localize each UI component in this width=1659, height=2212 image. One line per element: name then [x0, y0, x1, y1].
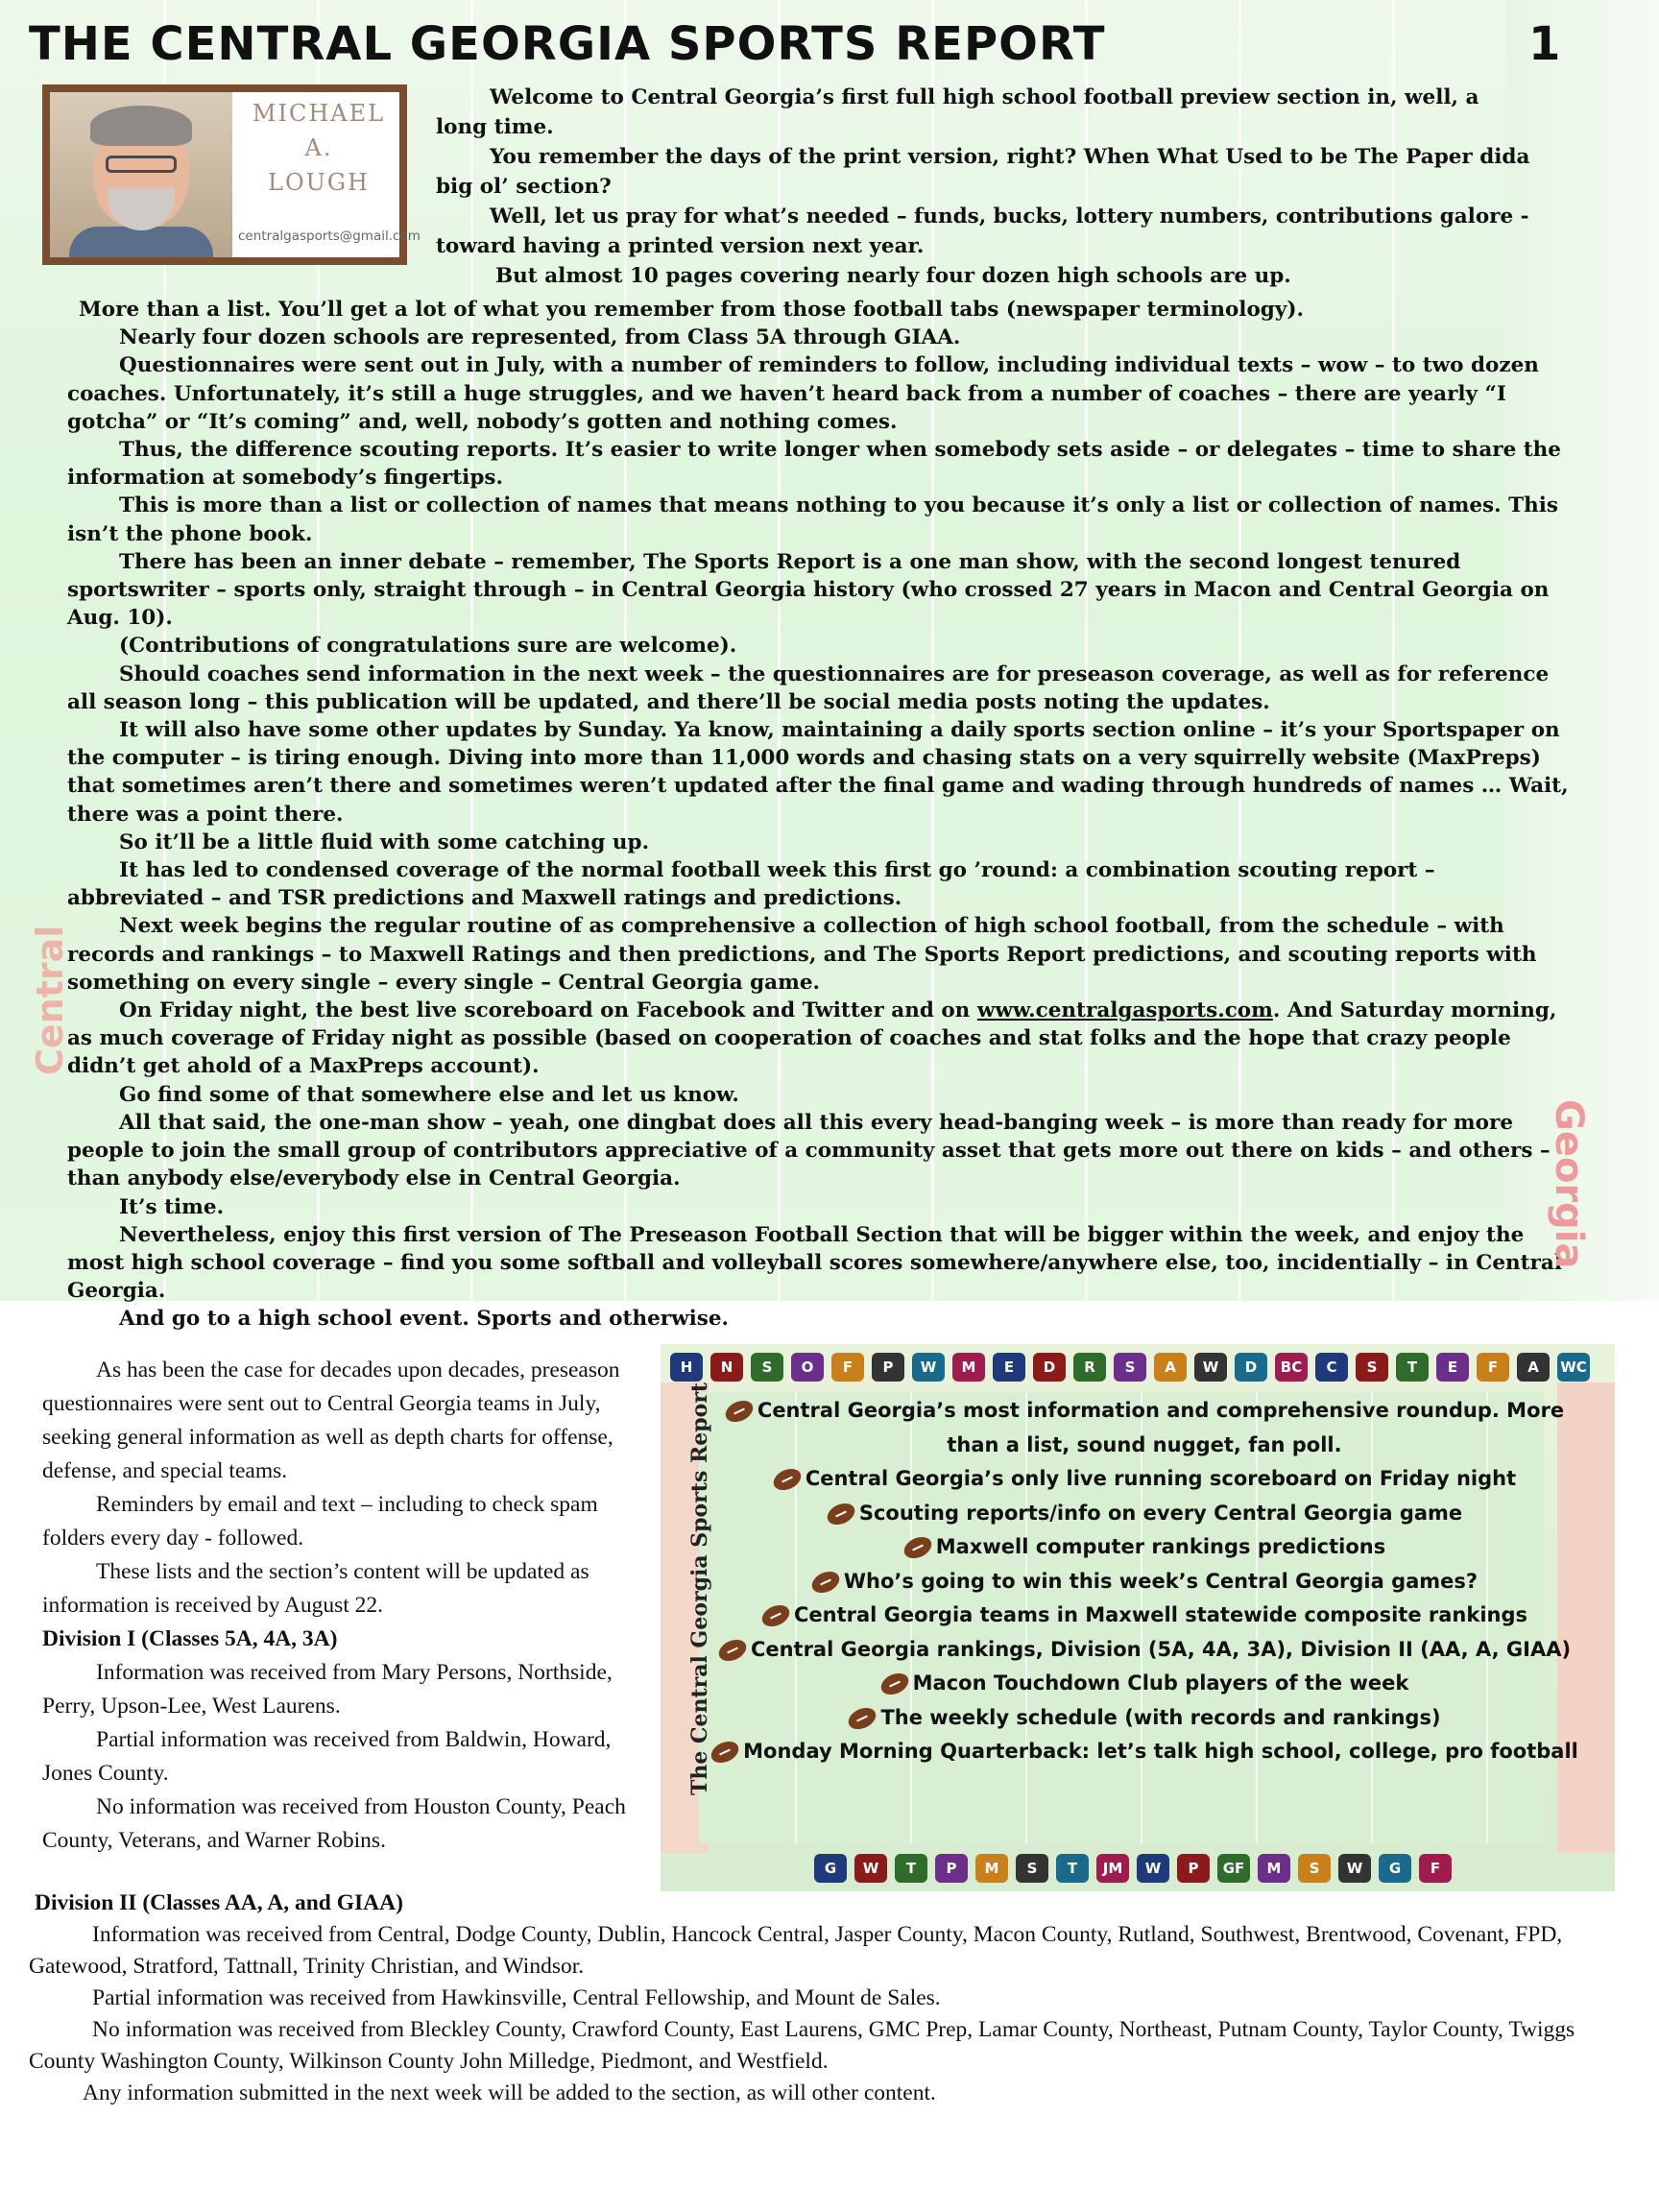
questionnaire-column	[42, 1354, 653, 1858]
school-logo-icon: M	[1258, 1854, 1290, 1883]
division-two-heading: Division II (Classes AA, A, and GIAA)	[35, 1890, 403, 1915]
school-logo-icon: W	[1194, 1353, 1227, 1382]
school-logo-icon: S	[1298, 1854, 1331, 1883]
school-logo-icon: E	[993, 1353, 1025, 1382]
school-logo-icon: T	[1396, 1353, 1429, 1382]
school-logo-icon: M	[952, 1353, 985, 1382]
football-icon	[708, 1738, 742, 1767]
body-paragraph: (Contributions of congratulations sure are welcome).	[119, 634, 737, 659]
author-photo	[50, 92, 232, 257]
football-icon	[722, 1397, 757, 1427]
end-zone-text-left: Central	[29, 925, 71, 1075]
school-logo-icon: A	[1154, 1353, 1187, 1382]
school-logo-icon: T	[895, 1854, 927, 1883]
article-body	[67, 296, 1575, 1334]
feature-item: The weekly schedule (with records and rankings)	[699, 1701, 1590, 1736]
school-logo-icon: S	[1114, 1353, 1146, 1382]
school-logo-icon: BC	[1275, 1353, 1308, 1382]
school-logo-icon: R	[1073, 1353, 1106, 1382]
body-paragraph: It’s time.	[119, 1194, 225, 1219]
school-logo-icon: W	[1338, 1854, 1371, 1883]
intro-paragraph: But almost 10 pages covering nearly four dozen high schools are up.	[495, 264, 1291, 288]
school-logo-icon: H	[670, 1353, 703, 1382]
school-logo-icon: D	[1033, 1353, 1066, 1382]
school-logo-icon: O	[791, 1353, 824, 1382]
feature-item: Scouting reports/info on every Central Georgia game	[699, 1497, 1590, 1531]
football-icon	[808, 1567, 843, 1597]
column-paragraph: No information was received from Houston County, Peach County, Veterans, and Warner Robins.	[42, 1794, 626, 1853]
body-paragraph: Go find some of that somewhere else and let us know.	[119, 1082, 739, 1107]
feature-item: Who’s going to win this week’s Central Georgia games?	[699, 1565, 1590, 1599]
school-logo-icon: E	[1436, 1353, 1469, 1382]
body-paragraph: Thus, the difference scouting reports. It’s easier to write longer when somebody sets aside – or delegates – time to share the information at somebody’s fingertips.	[67, 438, 1561, 491]
author-middle-initial: A.	[304, 134, 333, 161]
intro-paragraph: Well, let us pray for what’s needed – funds, bucks, lottery numbers, contributions galore - toward having a printed version next year.	[436, 204, 1529, 258]
column-paragraph: Information was received from Mary Persons, Northside, Perry, Upson-Lee, West Laurens.	[42, 1660, 613, 1719]
sports-report-label: The Central Georgia Sports Report	[687, 1382, 712, 1795]
body-paragraph: It will also have some other updates by Sunday. Ya know, maintaining a daily sports section online – it’s your Sportspaper on the computer – is tiring enough. Diving into more than 11,000 words and chasing stats on a very squirrelly website (MaxPreps) that sometimes aren’t there and sometimes weren’t updated after the final game and wading through hundreds of names … Wait, there was a point there.	[67, 718, 1569, 827]
intro-paragraph: Welcome to Central Georgia’s first full high school football preview section in, well, a long time.	[436, 85, 1479, 139]
column-paragraph: These lists and the section’s content will be updated as information is received by August 22.	[42, 1559, 589, 1618]
body-paragraph: More than a list. You’ll get a lot of what you remember from those football tabs (newspaper terminology).	[79, 298, 1304, 322]
author-badge	[42, 84, 421, 265]
school-logo-icon: F	[1477, 1353, 1509, 1382]
football-icon	[846, 1703, 880, 1733]
body-paragraph: This is more than a list or collection of names that means nothing to you because it’s only a list or collection of names. This isn’t the phone book.	[67, 493, 1559, 546]
page-number: 1	[1528, 17, 1561, 71]
body-paragraph	[67, 997, 1575, 1081]
body-paragraph: It has led to condensed coverage of the normal football week this first go ’round: a combination scouting report – abbreviated – and TSR predictions and Maxwell ratings and predictions.	[67, 858, 1435, 911]
section-paragraph: Information was received from Central, Dodge County, Dublin, Hancock Central, Jasper County, Macon County, Rutland, Southwest, Brentwood, Covenant, FPD, Gatewood, Stratford, Tattnall, Trinity Christian, and Windsor.	[29, 1922, 1563, 1979]
school-logo-icon: S	[1016, 1854, 1048, 1883]
school-logo-icon: P	[1177, 1854, 1210, 1883]
column-paragraph: Partial information was received from Baldwin, Howard, Jones County.	[42, 1727, 612, 1786]
school-logo-icon: W	[1137, 1854, 1169, 1883]
football-icon	[878, 1670, 912, 1699]
school-logo-icon: P	[935, 1854, 968, 1883]
football-icon	[758, 1601, 793, 1631]
body-paragraph: Next week begins the regular routine of as comprehensive a collection of high school football, from the schedule – with records and rankings – to Maxwell Ratings and then predictions, and The Sports Report predictions, and scouting reports with something on every single – every single – Central Georgia game.	[67, 914, 1537, 995]
feature-item: Central Georgia’s only live running scoreboard on Friday night	[699, 1462, 1590, 1497]
body-paragraph: And go to a high school event. Sports and otherwise.	[119, 1307, 730, 1332]
body-text: On Friday night, the best live scoreboard on Facebook and Twitter and on	[119, 998, 977, 1023]
page-title: THE CENTRAL GEORGIA SPORTS REPORT	[29, 17, 1106, 71]
end-zone-text-right: Georgia	[1547, 1099, 1591, 1269]
school-logo-icon: F	[1419, 1854, 1452, 1883]
intro-paragraph: You remember the days of the print version, right? When What Used to be The Paper dida big ol’ section?	[436, 145, 1530, 199]
school-logo-icon: G	[1379, 1854, 1411, 1883]
school-logo-icon: W	[912, 1353, 945, 1382]
website-link[interactable]: www.centralgasports.com	[976, 998, 1273, 1023]
school-logo-icon: D	[1235, 1353, 1267, 1382]
school-logo-icon: JM	[1096, 1854, 1129, 1883]
section-paragraph: Partial information was received from Hawkinsville, Central Fellowship, and Mount de Sales.	[92, 1985, 941, 2010]
school-logo-icon: GF	[1217, 1854, 1250, 1883]
school-logo-icon: P	[872, 1353, 904, 1382]
feature-item: Macon Touchdown Club players of the week	[699, 1667, 1590, 1701]
body-paragraph: Nearly four dozen schools are represented, from Class 5A through GIAA.	[119, 325, 961, 350]
school-logos-bottom	[814, 1849, 1452, 1887]
closing-note: Any information submitted in the next week will be added to the section, as will other content.	[83, 2080, 936, 2105]
school-logo-icon: S	[1356, 1353, 1388, 1382]
school-logo-icon: M	[975, 1854, 1008, 1883]
feature-item: Central Georgia’s most information and comprehensive roundup. More than a list, sound nugget, fan poll.	[699, 1394, 1590, 1462]
school-logo-icon: T	[1056, 1854, 1089, 1883]
feature-item: Monday Morning Quarterback: let’s talk high school, college, pro football	[699, 1735, 1590, 1769]
author-last-name: LOUGH	[268, 169, 370, 196]
intro-text	[436, 83, 1530, 291]
football-icon	[770, 1465, 805, 1495]
school-logo-icon: S	[751, 1353, 783, 1382]
school-logo-icon: W	[854, 1854, 887, 1883]
feature-item: Maxwell computer rankings predictions	[699, 1530, 1590, 1565]
school-logo-icon: A	[1517, 1353, 1550, 1382]
school-logos-top	[670, 1348, 1590, 1386]
school-logo-icon: WC	[1557, 1353, 1590, 1382]
body-text: . And Saturday morning, as much coverage of Friday night as possible (based on cooperation of coaches and stat folks and the hope that crazy people didn’t get ahold of a MaxPreps account).	[67, 998, 1557, 1079]
author-first-name: MICHAEL	[252, 100, 386, 127]
body-paragraph: Nevertheless, enjoy this first version of The Preseason Football Section that will be bigger within the week, and enjoy the most high school coverage – find you some softball and volleyball scores somewhere/anywhere else, too, incidentially – in Central Georgia.	[67, 1222, 1562, 1304]
school-logo-icon: G	[814, 1854, 847, 1883]
school-logo-icon: F	[831, 1353, 864, 1382]
body-paragraph: Should coaches send information in the next week – the questionnaires are for preseason coverage, as well as for reference all season long – this publication will be updated, and there’ll be social media posts noting the updates.	[67, 661, 1550, 714]
section-paragraph: No information was received from Bleckley County, Crawford County, East Laurens, GMC Prep, Lamar County, Northeast, Putnam County, Taylor County, Twiggs County Washington County, Wilkinson County John Milledge, Piedmont, and Westfield.	[29, 2017, 1575, 2074]
body-paragraph: All that said, the one-man show – yeah, one dingbat does all this every head-banging week – is more than ready for more people to join the small group of contributors appreciative of a community asset that gets more out there on kids – and others – than anybody else/everybody else in Central Georgia.	[67, 1110, 1551, 1191]
football-icon	[901, 1533, 935, 1563]
author-email: centralgasports@gmail.com	[238, 228, 421, 244]
football-icon	[715, 1635, 750, 1665]
column-paragraph: As has been the case for decades upon decades, preseason questionnaires were sent out to Central Georgia teams in July, seeking general information as well as depth charts for offense, defense, and special teams.	[42, 1358, 620, 1483]
division-two-section	[29, 1887, 1603, 2109]
football-icon	[824, 1499, 858, 1528]
feature-item: Central Georgia rankings, Division (5A, 4A, 3A), Division II (AA, A, GIAA)	[699, 1633, 1590, 1668]
feature-item: Central Georgia teams in Maxwell statewide composite rankings	[699, 1599, 1590, 1633]
body-paragraph: So it’ll be a little fluid with some catching up.	[119, 830, 650, 854]
school-logo-icon: N	[710, 1353, 743, 1382]
division-one-heading: Division I (Classes 5A, 4A, 3A)	[42, 1626, 338, 1651]
body-paragraph: Questionnaires were sent out in July, with a number of reminders to follow, including individual texts – wow – to two dozen coaches. Unfortunately, it’s still a huge struggles, and we haven’t heard back from a number of coaches – there are yearly “I gotcha” or “It’s coming” and, well, nobody’s gotten and nothing comes.	[67, 353, 1539, 434]
body-paragraph: There has been an inner debate – remember, The Sports Report is a one man show, with the second longest tenured sportswriter – sports only, straight through – in Central Georgia history (who crossed 27 years in Macon and Central Georgia on Aug. 10).	[67, 549, 1550, 631]
school-logo-icon: C	[1315, 1353, 1348, 1382]
feature-list	[699, 1394, 1590, 1769]
column-paragraph: Reminders by email and text – including to check spam folders every day - followed.	[42, 1492, 598, 1551]
